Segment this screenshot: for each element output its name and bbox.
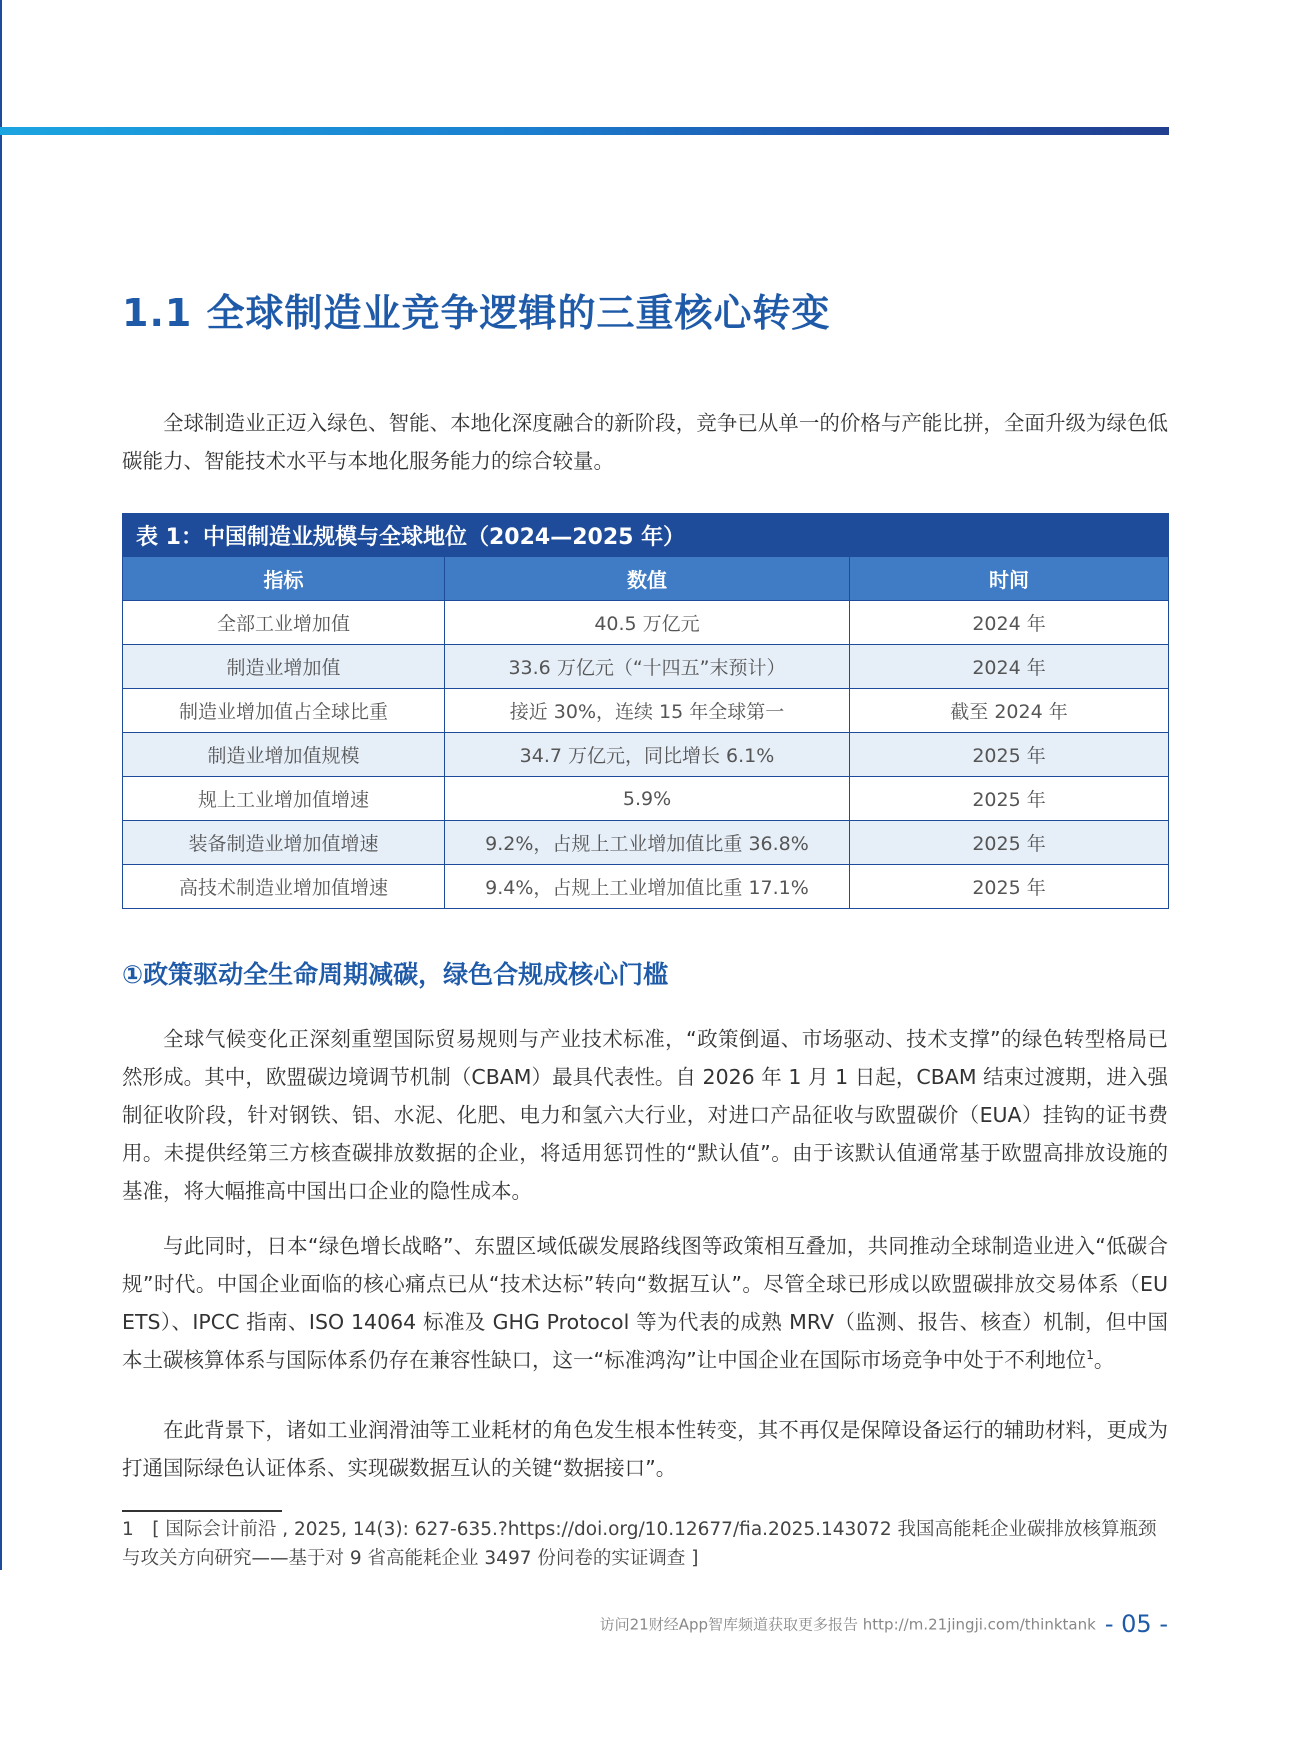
table-cell-value: 9.4%，占规上工业增加值比重 17.1% <box>445 865 850 909</box>
table-cell-value: 9.2%，占规上工业增加值比重 36.8% <box>445 821 850 865</box>
table-row <box>123 601 1169 645</box>
table-cell-value: 33.6 万亿元（“十四五”末预计） <box>445 645 850 689</box>
column-header-indicator: 指标 <box>123 557 445 601</box>
table-cell-value: 40.5 万亿元 <box>445 601 850 645</box>
policy-subheading: ①政策驱动全生命周期减碳，绿色合规成核心门槛 <box>122 960 669 989</box>
table-row <box>123 777 1169 821</box>
table-cell-indicator: 全部工业增加值 <box>123 601 445 645</box>
table-cell-time: 2025 年 <box>850 777 1169 821</box>
table-cell-value: 接近 30%，连续 15 年全球第一 <box>445 689 850 733</box>
table-cell-time: 2025 年 <box>850 865 1169 909</box>
manufacturing-stats-table <box>122 513 1169 909</box>
paragraph-cbam: 全球气候变化正深刻重塑国际贸易规则与产业技术标准，“政策倒逼、市场驱动、技术支撑”的绿色转型格局已然形成。其中，欧盟碳边境调节机制（CBAM）最具代表性。自 2026 年 1 月 1 日起，CBAM 结束过渡期，进入强制征收阶段，针对钢铁、铝、水泥、化肥、电力和氢六大行业，对进口产品征收与欧盟碳价（EUA）挂钩的证书费用。未提供经第三方核查碳排放数据的企业，将适用惩罚性的“默认值”。由于该默认值通常基于欧盟高排放设施的基准，将大幅推高中国出口企业的隐性成本。 <box>122 1027 1168 1203</box>
column-header-time: 时间 <box>850 557 1169 601</box>
table-cell-indicator: 制造业增加值 <box>123 645 445 689</box>
section-title: 1.1 全球制造业竞争逻辑的三重核心转变 <box>122 291 831 335</box>
table-cell-indicator: 制造业增加值规模 <box>123 733 445 777</box>
table-cell-indicator: 高技术制造业增加值增速 <box>123 865 445 909</box>
table-cell-value: 5.9% <box>445 777 850 821</box>
paragraph-lubricant-role: 在此背景下，诸如工业润滑油等工业耗材的角色发生根本性转变，其不再仅是保障设备运行的辅助材料，更成为打通国际绿色认证体系、实现碳数据互认的关键“数据接口”。 <box>122 1418 1168 1480</box>
table-cell-indicator: 装备制造业增加值增速 <box>123 821 445 865</box>
intro-paragraph: 全球制造业正迈入绿色、智能、本地化深度融合的新阶段，竞争已从单一的价格与产能比拼，全面升级为绿色低碳能力、智能技术水平与本地化服务能力的综合较量。 <box>122 411 1168 473</box>
table-row <box>123 645 1169 689</box>
paragraph-low-carbon-compliance <box>122 1227 1168 1379</box>
table-row <box>123 733 1169 777</box>
table-cell-time: 2024 年 <box>850 645 1169 689</box>
table-cell-time: 截至 2024 年 <box>850 689 1169 733</box>
table-cell-time: 2025 年 <box>850 821 1169 865</box>
page-number: - 05 - <box>1104 1610 1168 1638</box>
page-footer <box>600 1610 1168 1638</box>
paragraph-end: 。 <box>1093 1348 1115 1372</box>
footnote-divider <box>122 1510 282 1512</box>
table-cell-indicator: 制造业增加值占全球比重 <box>123 689 445 733</box>
table-cell-indicator: 规上工业增加值增速 <box>123 777 445 821</box>
column-header-value: 数值 <box>445 557 850 601</box>
header-gradient-bar <box>0 127 1169 135</box>
table-cell-time: 2024 年 <box>850 601 1169 645</box>
table-row <box>123 821 1169 865</box>
table-cell-time: 2025 年 <box>850 733 1169 777</box>
footnote-ref: 1 <box>1086 1348 1094 1363</box>
table-row <box>123 865 1169 909</box>
left-margin-rule <box>0 0 2 1570</box>
paragraph-text: 与此同时，日本“绿色增长战略”、东盟区域低碳发展路线图等政策相互叠加，共同推动全球制造业进入“低碳合规”时代。中国企业面临的核心痛点已从“技术达标”转向“数据互认”。尽管全球已形成以欧盟碳排放交易体系（EU ETS）、IPCC 指南、ISO 14064 标准及 GHG Protocol 等为代表的成熟 MRV（监测、报告、核查）机制，但中国本土碳核算体系与国际体系仍存在兼容性缺口，这一“标准鸿沟”让中国企业在国际市场竞争中处于不利地位 <box>122 1234 1168 1372</box>
table-caption: 表 1：中国制造业规模与全球地位（2024—2025 年） <box>123 514 1169 557</box>
table-cell-value: 34.7 万亿元，同比增长 6.1% <box>445 733 850 777</box>
footer-link-text[interactable]: 访问21财经App智库频道获取更多报告 http://m.21jingji.com/thinktank <box>599 1615 1096 1634</box>
footnote: 1 [ 国际会计前沿 , 2025, 14(3): 627-635.?https://doi.org/10.12677/fia.2025.143072 我国高能耗企业碳排放核算瓶颈与攻关方向研究——基于对 9 省高能耗企业 3497 份问卷的实证调查 ] <box>122 1519 1157 1569</box>
table-row <box>123 689 1169 733</box>
